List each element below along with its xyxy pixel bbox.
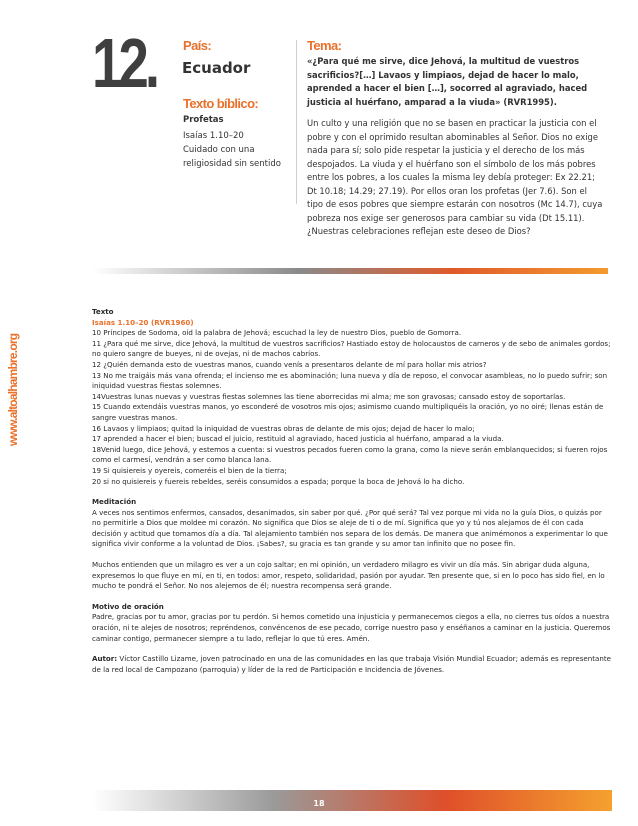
verse: 13 No me traigáis más vana ofrenda; el incienso me es abominación; luna nueva y día de reposo, el convocar asambleas, no lo puedo sufrir; son iniquidad vuestras fiestas solemnes. [92,370,608,391]
verse: 17 aprended a hacer el bien; buscad el juicio, restituid al agraviado, haced justicia al huérfano, amparad a la viuda. [92,434,504,444]
meditacion-paragraph: Muchos entienden que un milagro es ver a un cojo saltar; en mi opinión, un verdadero milagro es vivir un día más. Sin abrigar duda alguna, expresemos lo que fluye en mí, en ti, en todos: amor, respeto, solidaridad, pasión por ayudar. Ten presente que, si en lo poco has sido fiel, en lo mucho te pondrá el Señor. No nos alejemos de él; nuestra recompensa será grande. [92,560,605,591]
autor-label: Autor: [92,654,118,664]
profetas-heading: Profetas [183,115,224,125]
verse: 14Vuestras lunas nuevas y vuestras fiestas solemnes las tiene aborrecidas mi alma; me son gravosas; cansado estoy de soportarlas. [92,391,566,401]
meditacion-heading: Meditación [92,497,137,507]
section-number: 12. [92,24,157,102]
subtitle-line: Cuidado con una [183,145,255,155]
oracion-heading: Motivo de oración [92,601,164,611]
column-divider [296,40,297,204]
verse: 15 Cuando extendáis vuestras manos, yo esconderé de vosotros mis ojos; asimismo cuando multipliquéis la oración, yo no oiré; llenas están de sangre vuestras manos. [92,402,604,422]
verse: 10 Príncipes de Sodoma, oíd la palabra de Jehová; escuchad la ley de nuestro Dios, pueblo de Gomorra. [92,328,462,338]
texto-biblico-label: Texto bíblico: [183,96,259,111]
autor-text: Víctor Castillo Lizame, joven patrocinado en una de las comunidades en las que trabaja Visión Mundial Ecuador; además es representante de la red local de Campozano (parroquia) y líder de la red de Participación e Incidencia de Jóvenes. [92,654,612,674]
reference-line: Isaías 1.10–20 [183,131,244,141]
verse: 20 si no quisiereis y fuereis rebeldes, seréis consumidos a espada; porque la boca de Jehová lo ha dicho. [92,476,465,486]
website-link[interactable]: www.altoalhambre.org [6,333,20,446]
bottom-gradient-bar [92,790,612,811]
pais-label: País: [183,38,212,53]
autor-paragraph [92,654,612,675]
top-gradient-bar [92,268,608,274]
meditacion-paragraph: A veces nos sentimos enfermos, cansados, desanimados, sin saber por qué. ¿Por qué será? Tal vez porque mi vida no la guía Dios, o quizás por no permitirle a Dios que moldee mi corazón. No significa que Dios se aleje de ti o de mí. Significa que yo y tú nos alejamos de él con cada decisión y actitud que tomamos día a día. Tal alejamiento también nos separa de los demás. De manera que animémonos a experimentar lo que significa vivir conforme a la voluntad de Dios. ¡Sabes?, su gracia es tan grande y su amor tan infinito que no posee fin. [92,507,608,549]
texto-heading: Texto [92,307,114,316]
oracion-text: Padre, gracias por tu amor, gracias por tu perdón. Si hemos cometido una injusticia y permanecemos ciegos a ella, no cierres tus oídos a nuestra oración, ni te alejes de nosotros; repréndenos, convéncenos de ese pecado, corrige nuestro paso y enséñanos a caminar en la justicia. Queremos caminar contigo, permanecer siempre a tu lado, reflejar lo que tú eres. Amén. [92,612,611,643]
texto-reference: Isaías 1.10–20 (RVR1960) [92,317,194,327]
verse: 12 ¿Quién demanda esto de vuestras manos, cuando venís a presentaros delante de mí para hollar mis atrios? [92,359,487,369]
verse: 18Venid luego, dice Jehová, y estemos a cuenta: si vuestros pecados fueren como la grana, como la nieve serán emblanquecidos; si fueren rojos como el carmesí, vendrán a ser como blanca lana. [92,444,608,465]
tema-label: Tema: [307,38,342,53]
main-content [92,307,612,675]
verse: 16 Lavaos y limpiaos; quitad la iniquidad de vuestras obras de delante de mis ojos; dejad de hacer lo malo; [92,423,475,433]
page-number: 18 [313,799,325,808]
tema-body: Un culto y una religión que no se basen en practicar la justicia con el pobre y con el oprimido resultan abominables al Señor. Dios no exige nada para sí; solo pide respetar la justicia y el derecho de los más despojados. La viuda y el huérfano son el símbolo de los más pobres entre los pobres, a los cuales la misma ley debía proteger: Ex 22.21; Dt 10.18; 14.29; 27.19). Por ellos oran los profetas (Jer 7.6). Son el tipo de esos pobres que siempre estarán con nosotros (Mc 14.7), cuya pobreza nos exige ser generosos para cambiar su vida (Dt 15.11). ¿Nuestras celebraciones reflejan este deseo de Dios? [307,118,603,236]
verse: 11 ¿Para qué me sirve, dice Jehová, la multitud de vuestros sacrificios? Hastiado estoy de holocaustos de carneros y de sebo de animales gordos; no quiero sangre de bueyes, ni de ovejas, ni de machos cabríos. [92,338,611,359]
country-name: Ecuador [182,59,251,77]
verse: 19 Si quisiereis y oyereis, comeréis el bien de la tierra; [92,465,287,475]
subtitle-line: religiosidad sin sentido [183,159,281,169]
tema-quote: «¿Para qué me sirve, dice Jehová, la multitud de vuestros sacrificios?[…] Lavaos y limpiaos, dejad de hacer lo malo, aprended a hacer el bien […], socorred al agraviado, haced justicia al huérfano, amparad a la viuda» (RVR1995). [307,56,588,107]
